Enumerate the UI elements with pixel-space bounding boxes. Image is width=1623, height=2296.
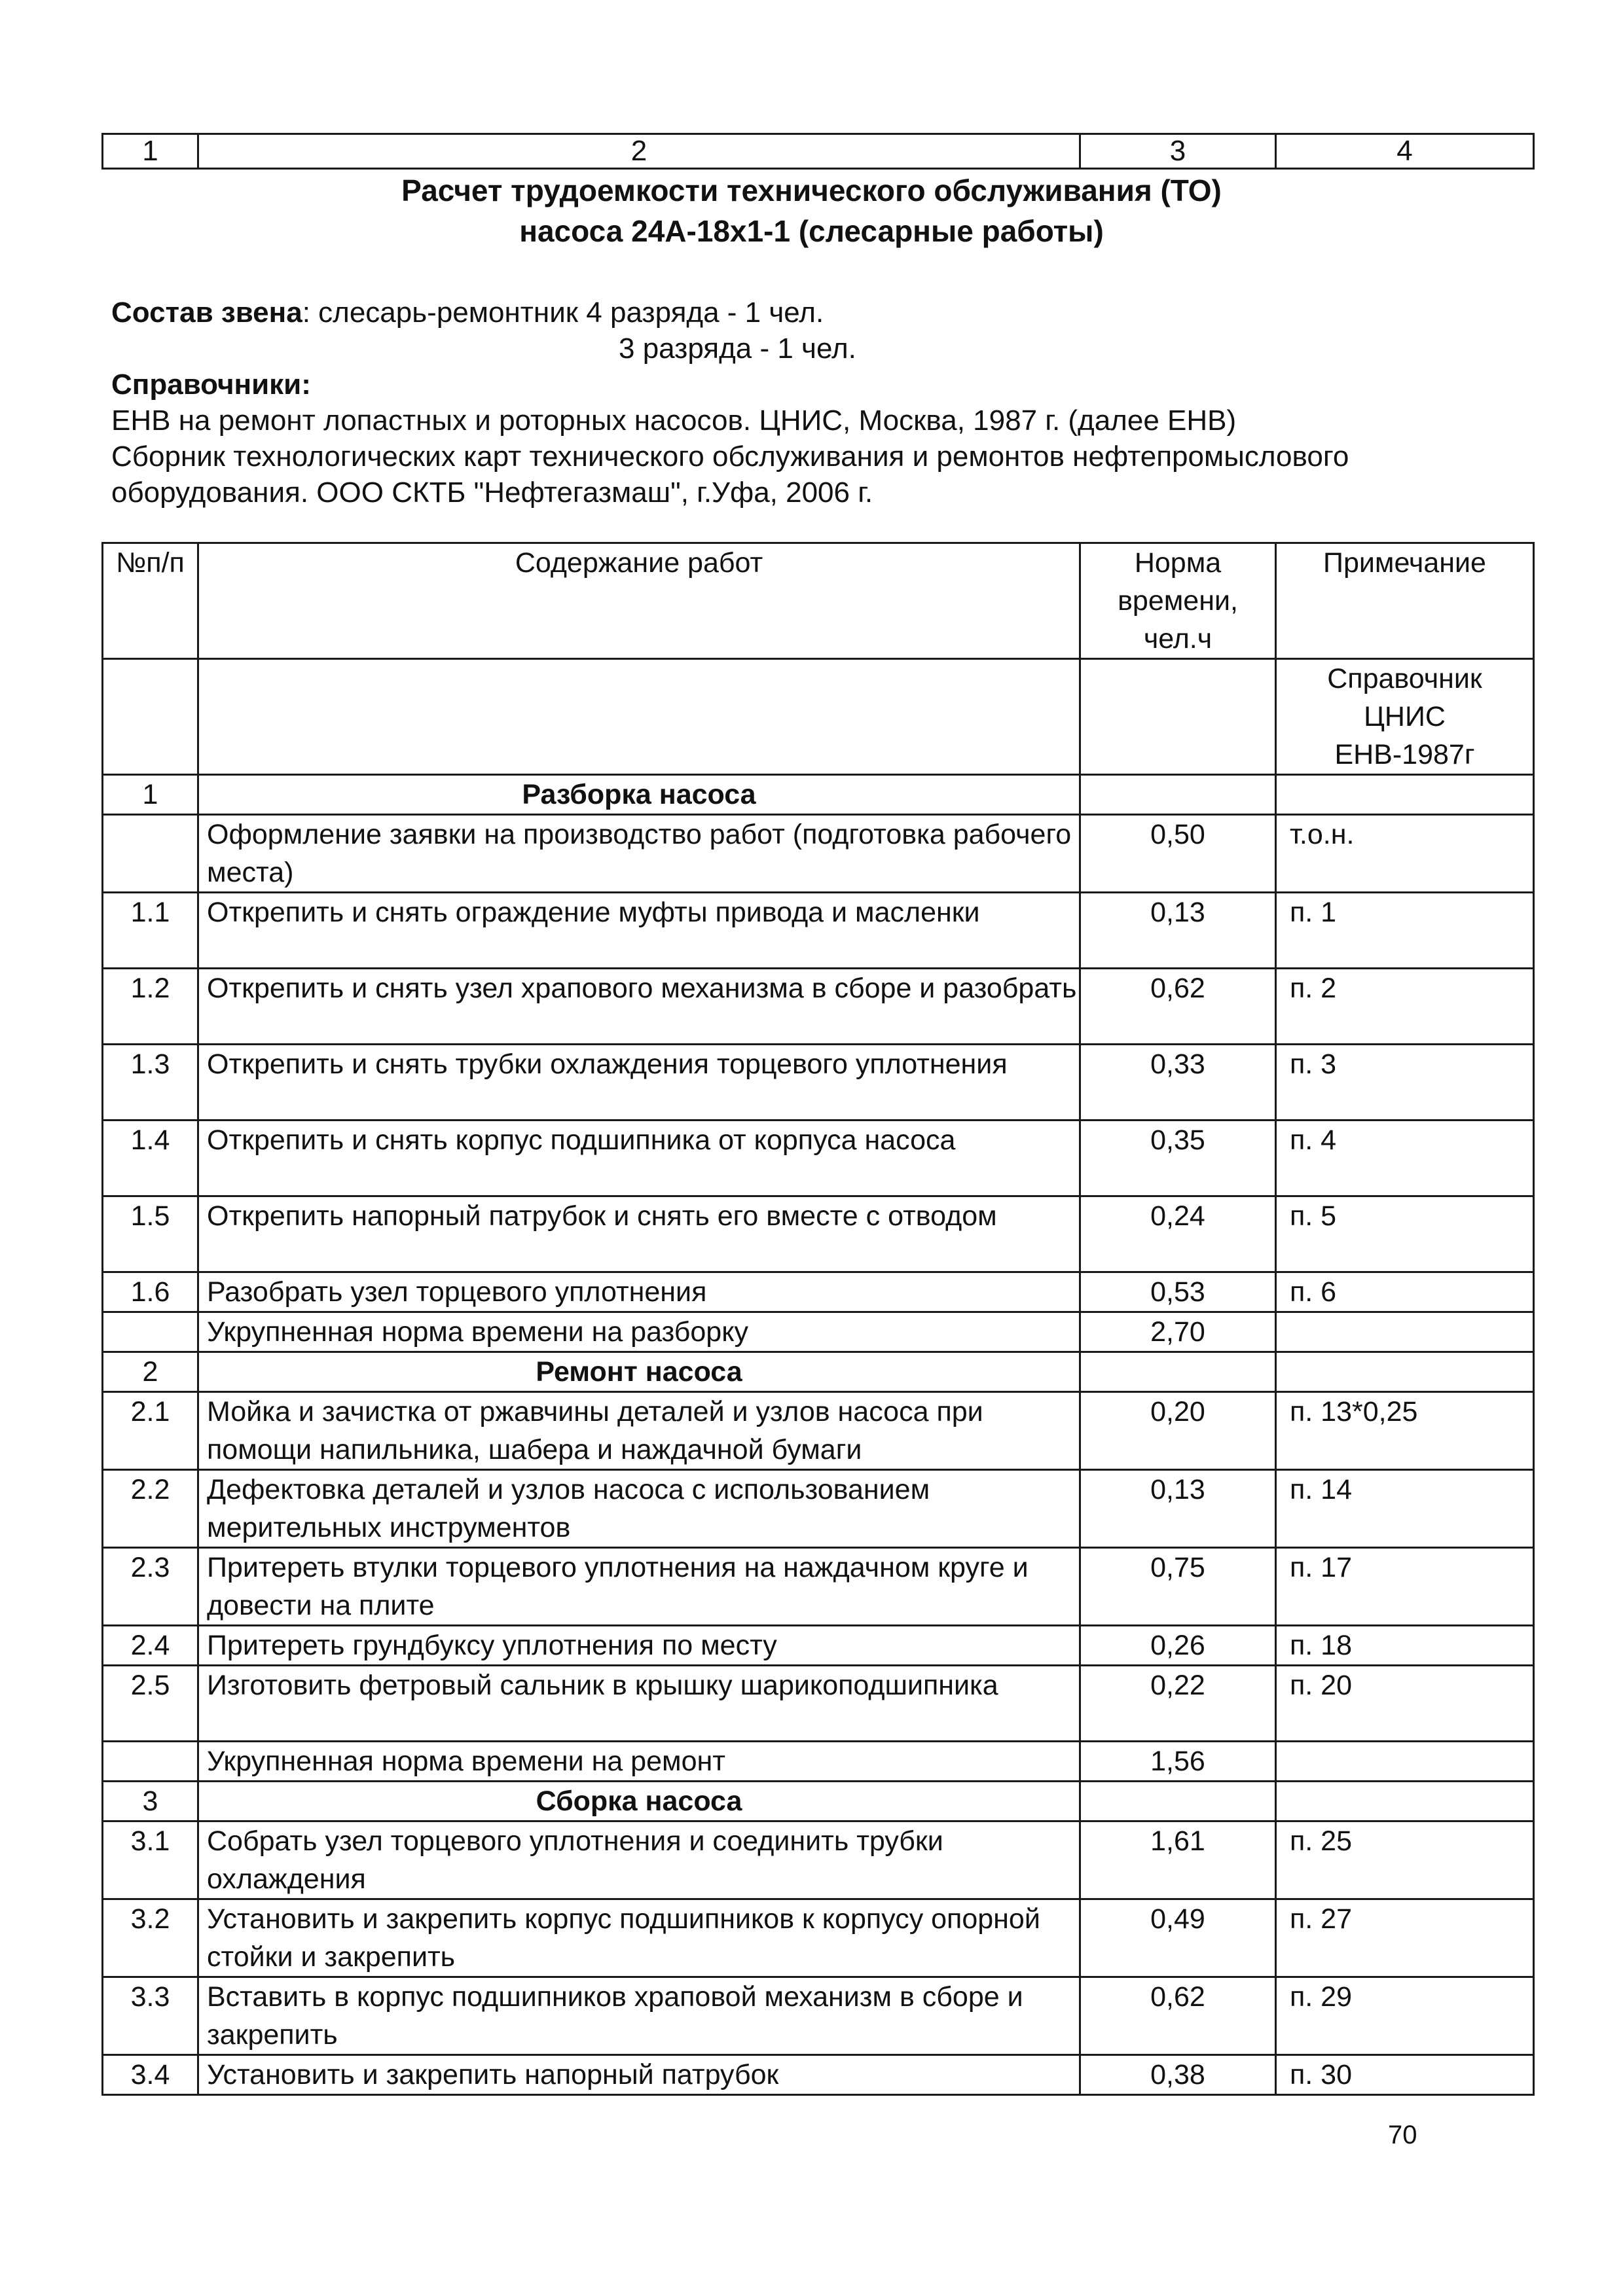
row-num: 1.5: [103, 1196, 198, 1272]
header-num: №п/п: [103, 543, 198, 659]
reference-note: п. 25: [1276, 1821, 1534, 1899]
header-content: Содержание работ: [198, 543, 1080, 659]
table-row: [103, 1121, 1534, 1196]
time-norm: 1,61: [1080, 1821, 1276, 1899]
reference-note: [1276, 775, 1534, 815]
work-description: Вставить в корпус подшипников храповой механизм в сборе и закрепить: [198, 1977, 1080, 2055]
time-norm: [1080, 1782, 1276, 1821]
row-num: 1.3: [103, 1045, 198, 1121]
table-row: [103, 1045, 1534, 1121]
table-row: [103, 815, 1534, 893]
row-num: 2: [103, 1352, 198, 1392]
reference-note: [1276, 1782, 1534, 1821]
reference-note: п. 3: [1276, 1045, 1534, 1121]
table-row: [103, 1392, 1534, 1470]
time-norm: [1080, 775, 1276, 815]
column-number: 3: [1080, 134, 1276, 169]
table-row: [103, 1548, 1534, 1626]
column-number: 2: [198, 134, 1080, 169]
column-number: 1: [103, 134, 198, 169]
row-num: 1.4: [103, 1121, 198, 1196]
header-norm: Норма времени, чел.ч: [1080, 543, 1276, 659]
row-num: 2.3: [103, 1548, 198, 1626]
crew-line-1: : слесарь-ремонтник 4 разряда - 1 чел.: [302, 296, 824, 329]
reference-note: п. 6: [1276, 1272, 1534, 1312]
row-num: 3.3: [103, 1977, 198, 2055]
reference-note: п. 29: [1276, 1977, 1534, 2055]
work-description: Мойка и зачистка от ржавчины деталей и узлов насоса при помощи напильника, шабера и наждачной бумаги: [198, 1392, 1080, 1470]
reference-note: п. 17: [1276, 1548, 1534, 1626]
crew-label: Состав звена: [111, 296, 302, 329]
crew-line: [111, 295, 1565, 331]
reference-note: п. 18: [1276, 1626, 1534, 1666]
reference-note: т.о.н.: [1276, 815, 1534, 893]
row-num: 3.1: [103, 1821, 198, 1899]
table-row: [103, 893, 1534, 969]
row-num: [103, 1742, 198, 1782]
reference-note: п. 20: [1276, 1666, 1534, 1742]
row-num: 2.1: [103, 1392, 198, 1470]
time-norm: 1,56: [1080, 1742, 1276, 1782]
time-norm: 0,33: [1080, 1045, 1276, 1121]
table-header-row: [103, 543, 1534, 659]
reference-line-3: оборудования. ООО СКТБ "Нефтегазмаш", г.Уфа, 2006 г.: [111, 476, 873, 509]
reference-note: п. 1: [1276, 893, 1534, 969]
crew-line-2: 3 разряда - 1 чел.: [619, 332, 856, 365]
reference-note: [1276, 1352, 1534, 1392]
table-row: [103, 1977, 1534, 2055]
title-line-1: Расчет трудоемкости технического обслуживания (ТО): [401, 173, 1222, 207]
time-norm: 0,22: [1080, 1666, 1276, 1742]
section-title: Сборка насоса: [198, 1782, 1080, 1821]
table-section-row: [103, 1782, 1534, 1821]
reference-note: п. 5: [1276, 1196, 1534, 1272]
work-description: Притереть втулки торцевого уплотнения на наждачном круге и довести на плите: [198, 1548, 1080, 1626]
work-description: Открепить и снять корпус подшипника от корпуса насоса: [198, 1121, 1080, 1196]
table-row: [103, 2055, 1534, 2095]
reference-note: п. 2: [1276, 969, 1534, 1045]
header-note: Примечание: [1276, 543, 1534, 659]
row-num: 1.1: [103, 893, 198, 969]
reference-note: п. 27: [1276, 1899, 1534, 1977]
table-row: [103, 1742, 1534, 1782]
time-norm: 0,53: [1080, 1272, 1276, 1312]
table-row: [103, 1899, 1534, 1977]
time-norm: [1080, 1352, 1276, 1392]
table-section-row: [103, 1352, 1534, 1392]
work-description: Установить и закрепить напорный патрубок: [198, 2055, 1080, 2095]
section-title: Ремонт насоса: [198, 1352, 1080, 1392]
row-num: 2.4: [103, 1626, 198, 1666]
time-norm: 0,13: [1080, 893, 1276, 969]
time-norm: 0,62: [1080, 1977, 1276, 2055]
work-description: Собрать узел торцевого уплотнения и соединить трубки охлаждения: [198, 1821, 1080, 1899]
labor-intensity-table: [101, 542, 1535, 2096]
work-description: Открепить напорный патрубок и снять его вместе с отводом: [198, 1196, 1080, 1272]
references-label: Справочники:: [111, 368, 311, 401]
reference-note: [1276, 1312, 1534, 1352]
table-row: [103, 969, 1534, 1045]
time-norm: 0,49: [1080, 1899, 1276, 1977]
table-row: [103, 1312, 1534, 1352]
document-title: [0, 170, 1623, 251]
table-row: [103, 1272, 1534, 1312]
reference-note: п. 4: [1276, 1121, 1534, 1196]
page-number: 70: [1388, 2121, 1417, 2149]
work-description: Изготовить фетровый сальник в крышку шарикоподшипника: [198, 1666, 1080, 1742]
time-norm: 0,24: [1080, 1196, 1276, 1272]
work-description: Укрупненная норма времени на ремонт: [198, 1742, 1080, 1782]
reference-note: п. 13*0,25: [1276, 1392, 1534, 1470]
time-norm: 0,35: [1080, 1121, 1276, 1196]
work-description: Укрупненная норма времени на разборку: [198, 1312, 1080, 1352]
work-description: Дефектовка деталей и узлов насоса с использованием мерительных инструментов: [198, 1470, 1080, 1548]
work-description: Установить и закрепить корпус подшипников к корпусу опорной стойки и закрепить: [198, 1899, 1080, 1977]
time-norm: 0,26: [1080, 1626, 1276, 1666]
row-num: 1: [103, 775, 198, 815]
work-description: Открепить и снять узел храпового механизма в сборе и разобрать: [198, 969, 1080, 1045]
row-num: [103, 815, 198, 893]
table-row: [103, 1821, 1534, 1899]
column-number-strip: [101, 133, 1535, 170]
reference-note: п. 14: [1276, 1470, 1534, 1548]
time-norm: 0,75: [1080, 1548, 1276, 1626]
time-norm: 2,70: [1080, 1312, 1276, 1352]
row-num: [103, 1312, 198, 1352]
row-num: 3.4: [103, 2055, 198, 2095]
time-norm: 0,38: [1080, 2055, 1276, 2095]
row-num: 2.5: [103, 1666, 198, 1742]
work-description: Открепить и снять трубки охлаждения торцевого уплотнения: [198, 1045, 1080, 1121]
row-num: 1.6: [103, 1272, 198, 1312]
table-row: [103, 1196, 1534, 1272]
table-subheader-row: [103, 659, 1534, 775]
info-block: [111, 295, 1565, 511]
work-description: Притереть грундбуксу уплотнения по месту: [198, 1626, 1080, 1666]
reference-note: [1276, 1742, 1534, 1782]
reference-note: п. 30: [1276, 2055, 1534, 2095]
column-number: 4: [1276, 134, 1534, 169]
time-norm: 0,50: [1080, 815, 1276, 893]
row-num: 3.2: [103, 1899, 198, 1977]
time-norm: 0,62: [1080, 969, 1276, 1045]
subheader-reference: Справочник ЦНИС ЕНВ-1987г: [1276, 659, 1534, 775]
work-description: Открепить и снять ограждение муфты привода и масленки: [198, 893, 1080, 969]
table-section-row: [103, 775, 1534, 815]
work-description: Оформление заявки на производство работ (подготовка рабочего места): [198, 815, 1080, 893]
time-norm: 0,13: [1080, 1470, 1276, 1548]
row-num: 2.2: [103, 1470, 198, 1548]
table-row: [103, 1666, 1534, 1742]
row-num: 3: [103, 1782, 198, 1821]
work-description: Разобрать узел торцевого уплотнения: [198, 1272, 1080, 1312]
section-title: Разборка насоса: [198, 775, 1080, 815]
title-line-2: насоса 24А-18х1-1 (слесарные работы): [519, 214, 1104, 248]
table-row: [103, 1626, 1534, 1666]
table-row: [103, 1470, 1534, 1548]
row-num: 1.2: [103, 969, 198, 1045]
reference-line-2: Сборник технологических карт технического обслуживания и ремонтов нефтепромыслового: [111, 440, 1349, 473]
reference-line-1: ЕНВ на ремонт лопастных и роторных насосов. ЦНИС, Москва, 1987 г. (далее ЕНВ): [111, 404, 1237, 437]
time-norm: 0,20: [1080, 1392, 1276, 1470]
